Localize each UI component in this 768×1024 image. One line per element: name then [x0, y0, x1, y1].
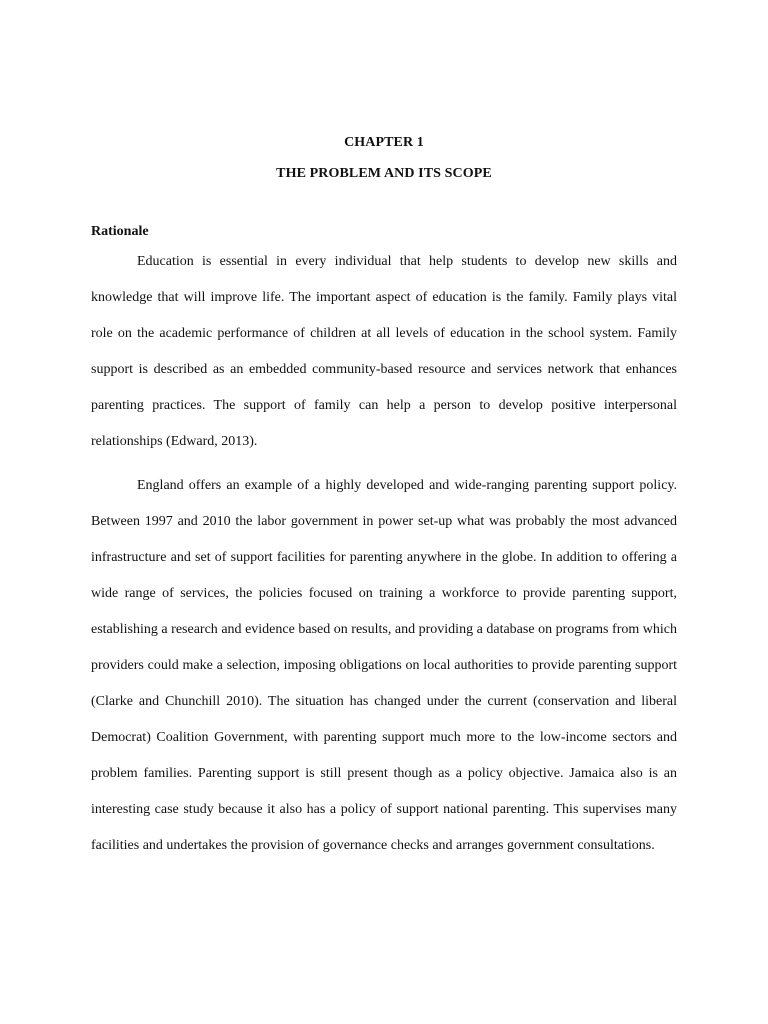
section-heading-rationale: Rationale — [91, 224, 149, 239]
paragraph-1: Education is essential in every individual that help students to develop new skills and knowledge that will improve life. The important aspect of education is the family. Family plays vital role on the academic performance of children at all levels of education in the school system. Family support is described as an embedded community-based resource and services network that enhances parenting practices. The support of family can help a person to develop positive interpersonal relationships (Edward, 2013). — [91, 254, 677, 449]
chapter-number: CHAPTER 1 — [344, 135, 424, 150]
chapter-title: THE PROBLEM AND ITS SCOPE — [276, 166, 492, 181]
paragraph-2: England offers an example of a highly developed and wide-ranging parenting support policy. Between 1997 and 2010 the labor government in power set-up what was probably the most advanced infrastructure and set of support facilities for parenting anywhere in the globe. In addition to offering a wide range of services, the policies focused on training a workforce to provide parenting support, establishing a research and evidence based on results, and providing a database on programs from which providers could make a selection, imposing obligations on local authorities to provide parenting support (Clarke and Chunchill 2010). The situation has changed under the current (conservation and liberal Democrat) Coalition Government, with parenting support much more to the low-income sectors and problem families. Parenting support is still present though as a policy objective. Jamaica also is an interesting case study because it also has a policy of support national parenting. This supervises many facilities and undertakes the provision of governance checks and arranges government consultations. — [91, 478, 677, 853]
